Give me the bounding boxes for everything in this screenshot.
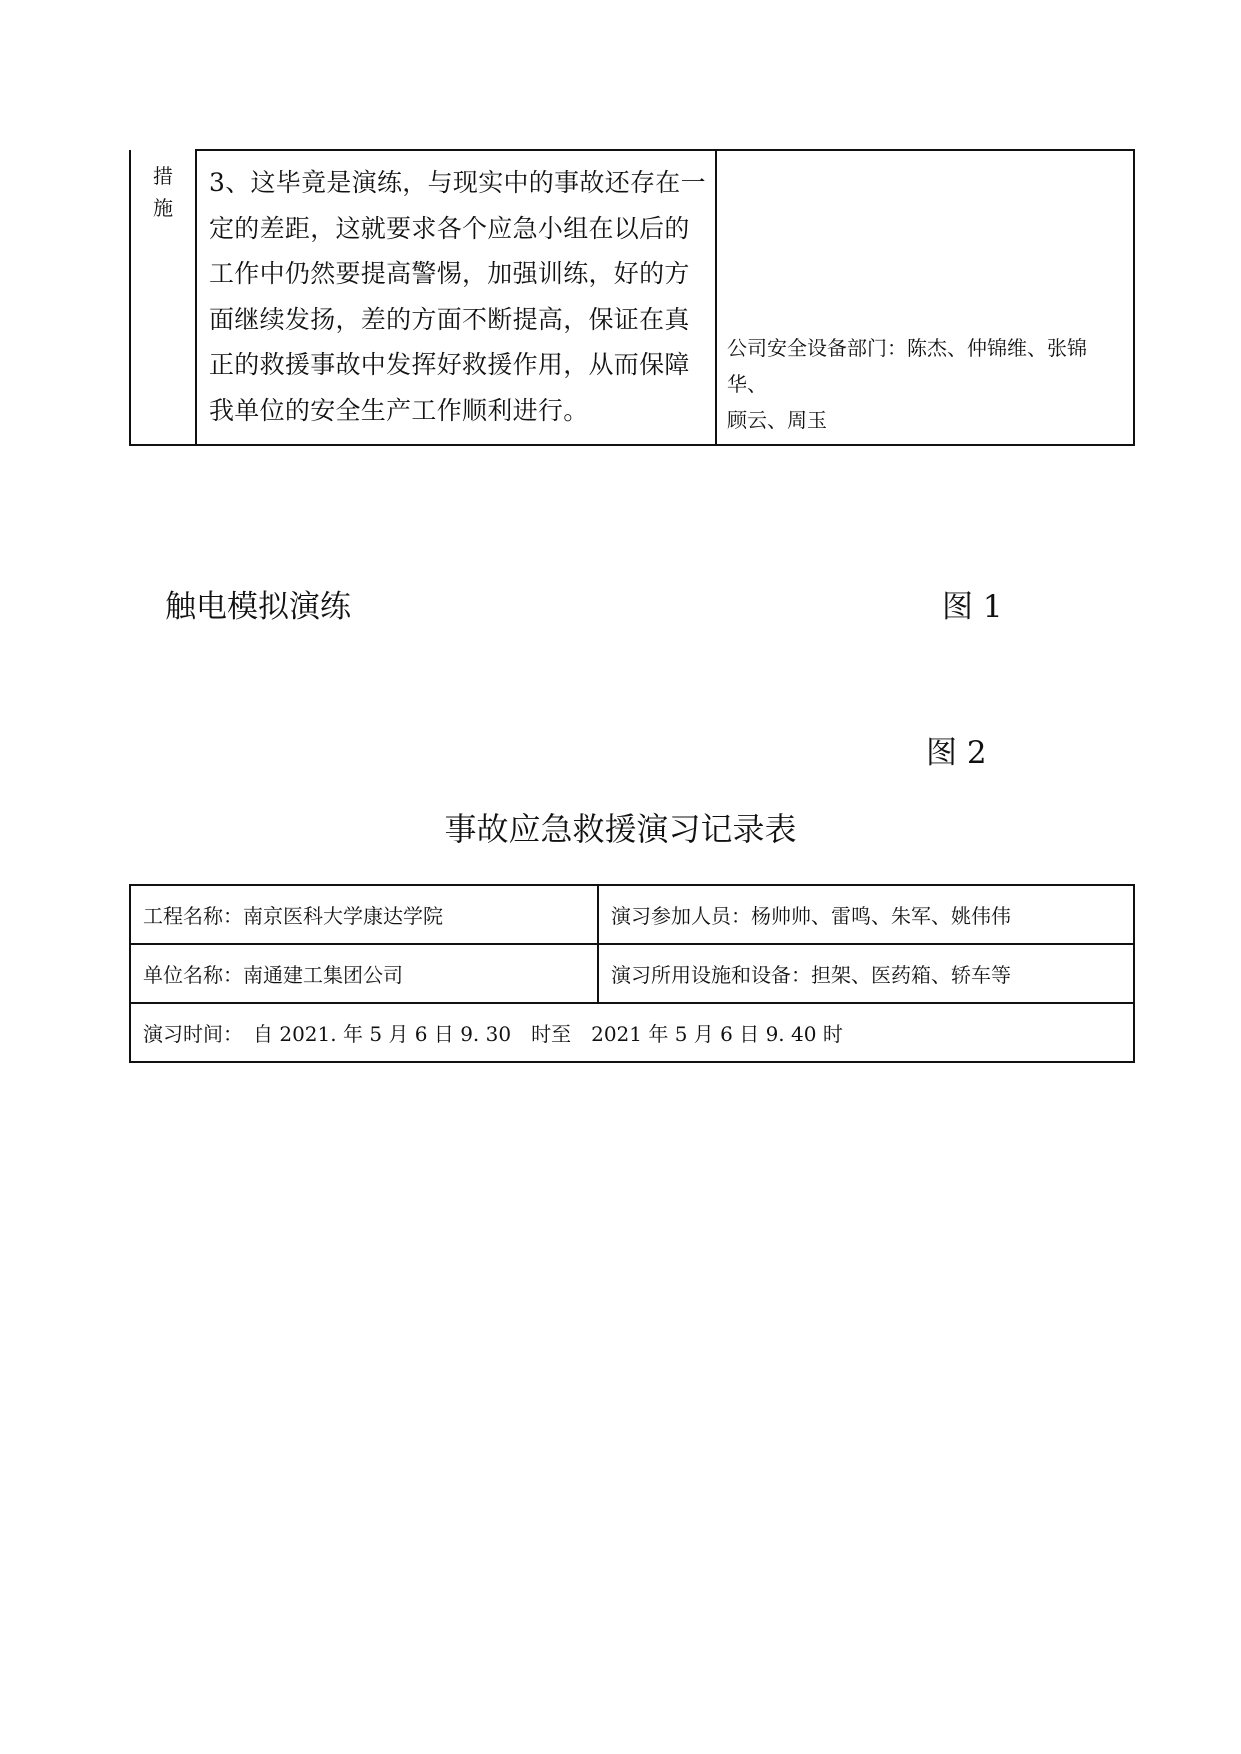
figure-2-caption: 图 2 — [926, 735, 987, 771]
people-cell — [716, 150, 1134, 445]
project-name-cell: 工程名称：南京医科大学康达学院 — [130, 885, 598, 944]
record-title: 事故应急救援演习记录表 — [444, 810, 797, 848]
paragraph-line: 我单位的安全生产工作顺利进行。 — [209, 395, 589, 425]
measures-label — [130, 150, 196, 445]
unit-name-cell: 单位名称：南通建工集团公司 — [130, 944, 598, 1003]
people-block — [727, 151, 1123, 438]
measures-table — [129, 149, 1135, 446]
measures-label-char: 措 — [153, 164, 173, 188]
figure-1-caption: 图 1 — [942, 589, 1003, 625]
paragraph-line: 面继续发扬，差的方面不断提高，保证在真 — [209, 304, 690, 334]
drill-name-caption: 触电模拟演练 — [165, 589, 351, 625]
measures-paragraph — [196, 150, 716, 445]
table-row — [130, 944, 1134, 1003]
paragraph-line: 定的差距，这就要求各个应急小组在以后的 — [209, 213, 690, 243]
equipment-cell: 演习所用设施和设备：担架、医药箱、轿车等 — [598, 944, 1134, 1003]
paragraph-line: 正的救援事故中发挥好救援作用，从而保障 — [209, 350, 690, 379]
drill-time-cell: 演习时间： 自 2021. 年 5 月 6 日 9. 30 时至 2021 年 5 月 6 日 9. 40 时 — [130, 1003, 1134, 1062]
people-line: 公司安全设备部门：陈杰、仲锦维、张锦华、 — [727, 336, 1087, 396]
paragraph-line: 3、这毕竟是演练，与现实中的事故还存在一 — [209, 168, 706, 197]
participants-cell: 演习参加人员：杨帅帅、雷鸣、朱军、姚伟伟 — [598, 885, 1134, 944]
measures-label-char: 施 — [153, 196, 173, 220]
record-table — [129, 884, 1135, 1063]
table-row — [130, 1003, 1134, 1062]
table-row — [130, 885, 1134, 944]
people-line: 顾云、周玉 — [727, 408, 827, 432]
paragraph-line: 工作中仍然要提高警惕，加强训练，好的方 — [209, 259, 690, 288]
